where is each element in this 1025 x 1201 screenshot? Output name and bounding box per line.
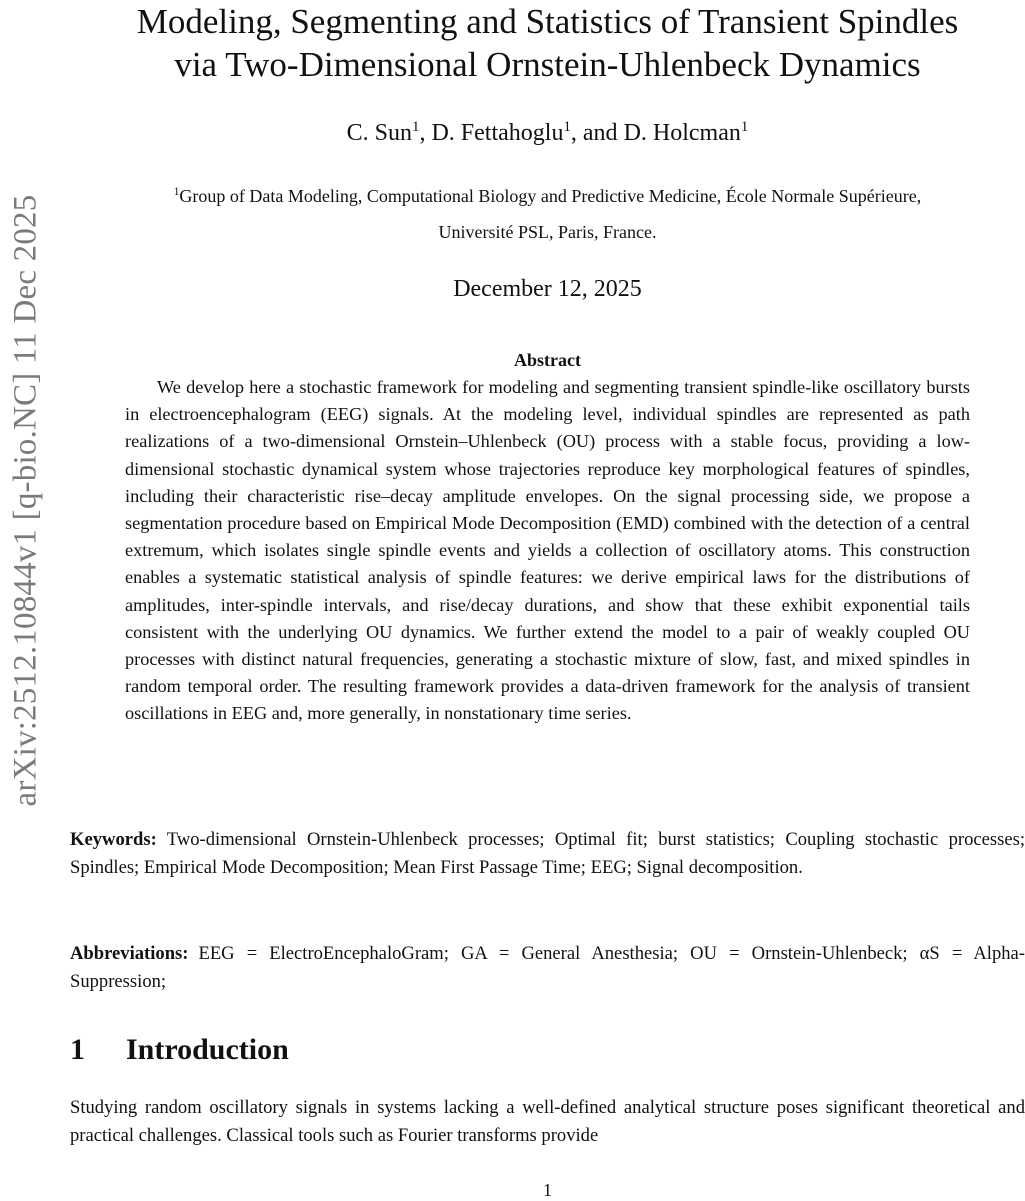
section-body: Studying random oscillatory signals in systems lacking a well-defined analytical structure poses significant theoretical and practical challenges. Classical tools such as Fourier transforms provide <box>70 1097 1025 1146</box>
author-affiliation-mark: 1 <box>740 119 749 135</box>
author-affiliation-mark: 1 <box>412 119 420 135</box>
title-line-2: via Two-Dimensional Ornstein-Uhlenbeck Dynamics <box>174 45 921 84</box>
abbreviations-text: EEG = ElectroEncephaloGram; GA = General Anesthesia; OU = Ornstein-Uhlenbeck; αS = Alpha-Suppression; <box>70 943 1025 992</box>
abstract-text: We develop here a stochastic framework for modeling and segmenting transient spindle-like oscillatory bursts in electroencephalogram (EEG) signals. At the modeling level, individual spindles are represented as path realizations of a two-dimensional Ornstein–Uhlenbeck (OU) process with a stable focus, providing a low-dimensional stochastic dynamical system whose trajectories reproduce key morphological features of spindles, including their characteristic rise–decay amplitude envelopes. On the signal processing side, we propose a segmentation procedure based on Empirical Mode Decomposition (EMD) combined with the detection of a central extremum, which isolates single spindle events and yields a collection of oscillatory atoms. This construction enables a systematic statistical analysis of spindle features: we derive empirical laws for the distributions of amplitudes, inter-spindle intervals, and rise/decay durations, and show that these exhibit exponential tails consistent with the underlying OU dynamics. We further extend the model to a pair of weakly coupled OU processes with distinct natural frequencies, generating a stochastic mixture of slow, fast, and mixed spindles in random temporal order. The resulting framework provides a data-driven framework for the analysis of transient oscillations in EEG and, more generally, in nonstationary time series. <box>125 377 970 724</box>
keywords-text: Two-dimensional Ornstein-Uhlenbeck processes; Optimal fit; burst statistics; Coupling stochastic processes; Spindles; Empirical Mode Decomposition; Mean First Passage Time; EEG; Signal decomposition. <box>70 829 1025 878</box>
paper-date: December 12, 2025 <box>453 276 642 302</box>
paper-title <box>60 0 1025 86</box>
keywords-label: Keywords: <box>70 829 157 850</box>
affiliation-mark: 1 <box>173 186 180 198</box>
abbreviations-label: Abbreviations: <box>70 943 189 964</box>
abbreviations <box>70 940 1025 996</box>
section-title: Introduction <box>126 1033 289 1066</box>
section-heading <box>70 1033 289 1067</box>
title-line-1: Modeling, Segmenting and Statistics of Transient Spindles <box>136 2 959 41</box>
author-separator: , <box>419 120 432 146</box>
author-name: D. Holcman <box>623 120 741 146</box>
author-affiliation-mark: 1 <box>563 119 571 135</box>
arxiv-stamp-text: arXiv:2512.10844v1 [q-bio.NC] 11 Dec 2025 <box>7 194 44 806</box>
section-number: 1 <box>70 1033 85 1066</box>
affiliation-line-2: Université PSL, Paris, France. <box>438 222 657 242</box>
abstract-heading: Abstract <box>514 350 581 370</box>
author-name: D. Fettahoglu <box>431 120 564 146</box>
affiliation-line-1: Group of Data Modeling, Computational Biology and Predictive Medicine, École Normale Supérieure, <box>179 186 922 206</box>
page-number: 1 <box>543 1180 552 1200</box>
author-list <box>60 120 1025 147</box>
author-separator: , and <box>570 120 624 146</box>
affiliation <box>70 178 1025 250</box>
author-name: C. Sun <box>346 120 413 146</box>
arxiv-stamp <box>4 140 48 860</box>
keywords <box>70 826 1025 882</box>
